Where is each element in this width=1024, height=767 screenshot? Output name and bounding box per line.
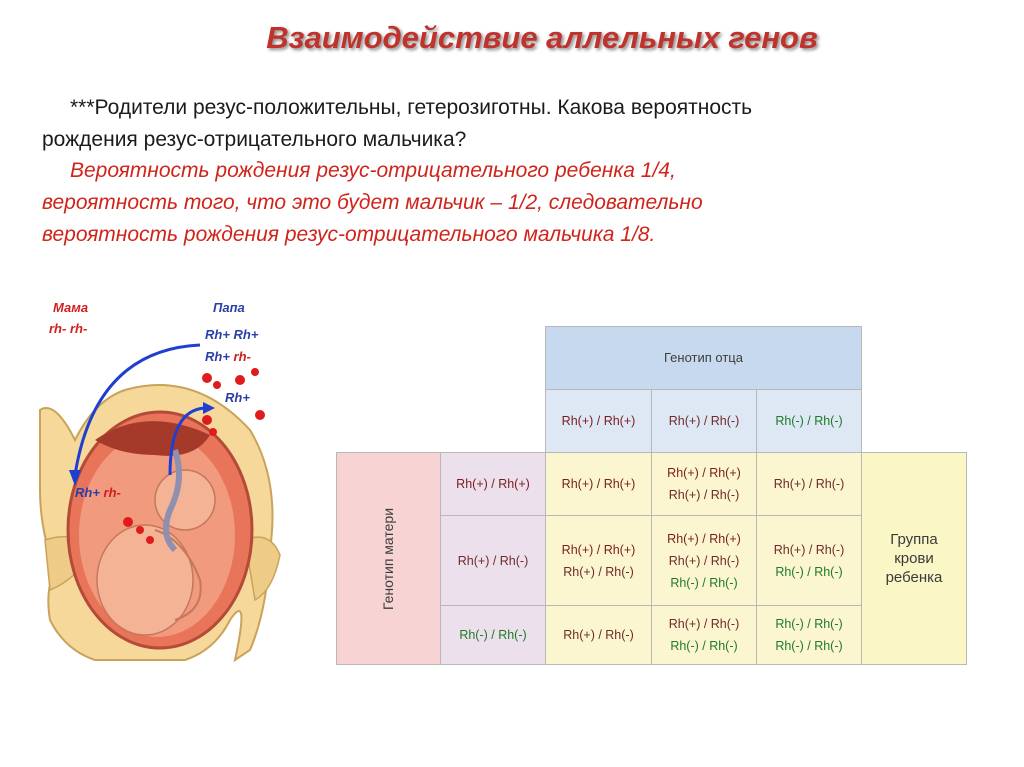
father-genotype-2: Rh+ rh- (205, 349, 251, 364)
offspring-cell: Rh(+) / Rh(-) (756, 452, 862, 516)
pregnancy-illustration (35, 290, 285, 665)
child-blood-group-label: Группа крови ребенка (861, 452, 967, 665)
mother-genotype-3: Rh(-) / Rh(-) (440, 605, 546, 665)
slide-title: Взаимодействие аллельных генов (266, 20, 818, 55)
child-genotype: Rh+ rh- (75, 485, 121, 500)
offspring-cell: Rh(+) / Rh(+) Rh(+) / Rh(-) (651, 452, 757, 516)
offspring-cell: Rh(+) / Rh(+) Rh(+) / Rh(-) (545, 515, 652, 606)
question-line-1: ***Родители резус-положительны, гетерозиготны. Какова вероятность (70, 96, 753, 119)
father-genotype-1: Rh+ Rh+ (205, 327, 259, 342)
mother-label: Мама (53, 300, 89, 315)
answer-line-1: Вероятность рождения резус-отрицательного ребенка 1/4, (70, 159, 676, 182)
answer-line-3: вероятность рождения резус-отрицательного мальчика 1/8. (42, 223, 656, 246)
mother-genotype-header: Генотип матери (336, 452, 441, 665)
father-genotype-3: Rh(-) / Rh(-) (756, 389, 862, 453)
answer-text (42, 155, 962, 251)
mother-genotype-2: Rh(+) / Rh(-) (440, 515, 546, 606)
father-genotype-1: Rh(+) / Rh(+) (545, 389, 652, 453)
mother-genotype: rh- rh- (49, 321, 88, 336)
gamete-label: Rh+ (225, 390, 250, 405)
pregnancy-drawing (35, 290, 285, 665)
offspring-cell: Rh(+) / Rh(+) Rh(+) / Rh(-) Rh(-) / Rh(-) (651, 515, 757, 606)
offspring-cell: Rh(+) / Rh(-) (545, 605, 652, 665)
offspring-cell: Rh(+) / Rh(-) Rh(-) / Rh(-) (756, 515, 862, 606)
father-genotype-2: Rh(+) / Rh(-) (651, 389, 757, 453)
father-genotype-header: Генотип отца (545, 326, 862, 390)
question-line-2: рождения резус-отрицательного мальчика? (42, 128, 467, 151)
mother-genotype-1: Rh(+) / Rh(+) (440, 452, 546, 516)
answer-line-2: вероятность того, что это будет мальчик – 1/2, следовательно (42, 191, 703, 214)
offspring-cell: Rh(+) / Rh(+) (545, 452, 652, 516)
question-text (42, 92, 962, 156)
father-label: Папа (213, 300, 245, 315)
offspring-cell: Rh(+) / Rh(-) Rh(-) / Rh(-) (651, 605, 757, 665)
offspring-cell: Rh(-) / Rh(-) Rh(-) / Rh(-) (756, 605, 862, 665)
